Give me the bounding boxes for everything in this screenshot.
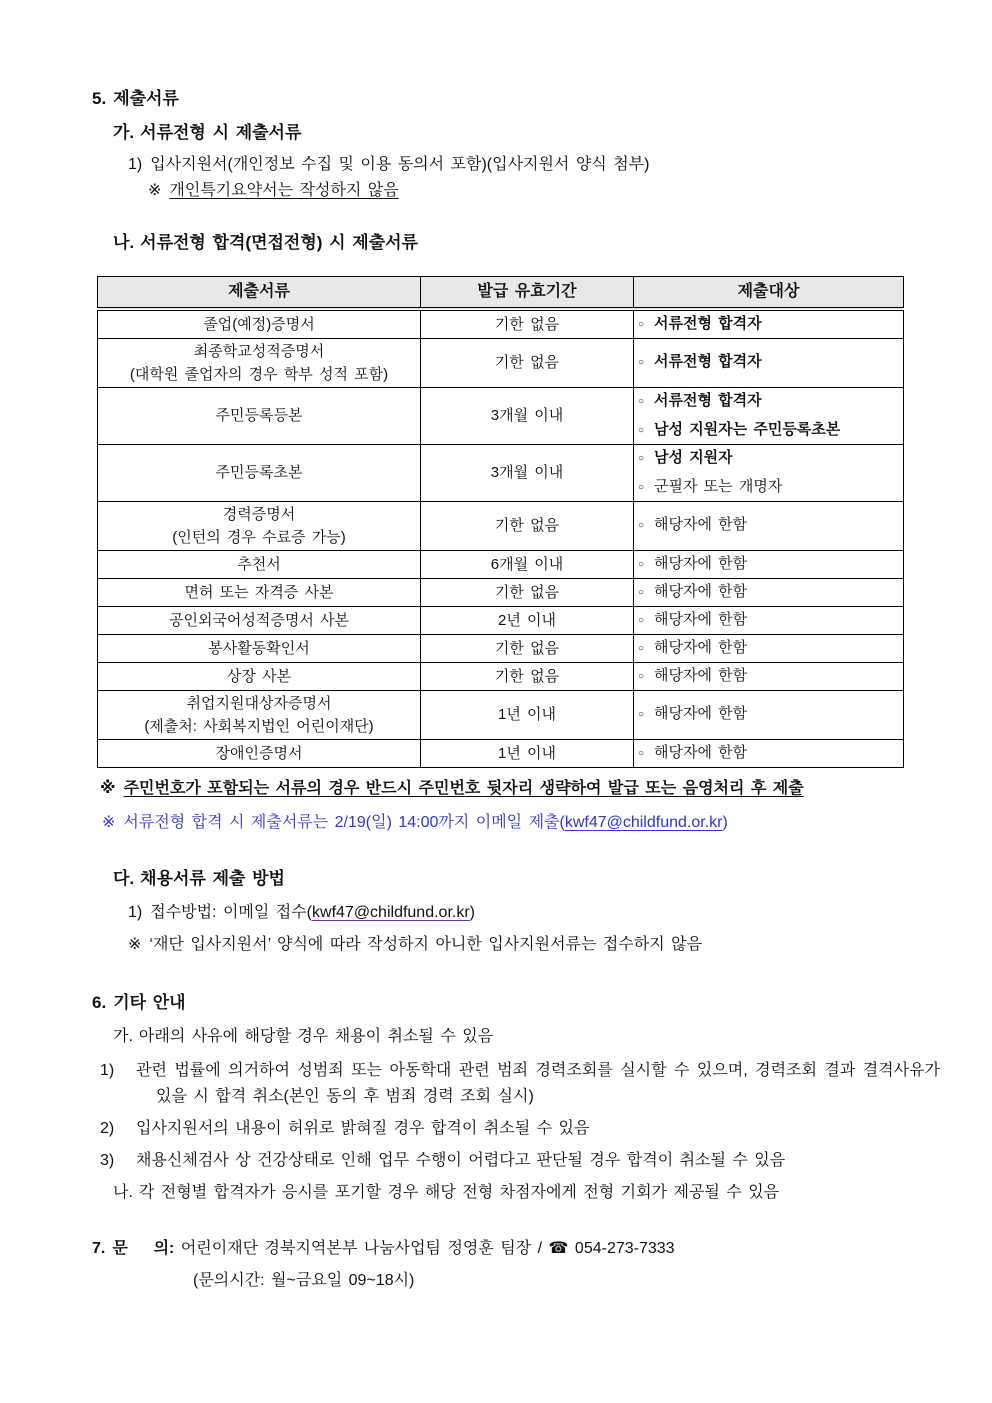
target-cell: [634, 501, 904, 550]
email-link[interactable]: kwf47@childfund.or.kr: [312, 903, 470, 921]
table-row: [98, 578, 904, 606]
target-item: [638, 312, 899, 337]
submit-method-suffix: ): [469, 903, 475, 921]
table-row: [98, 501, 904, 550]
target-cell: [634, 578, 904, 606]
item-number: 1): [128, 903, 143, 921]
resume-item-text: 입사지원서(개인정보 수집 및 이용 동의서 포함)(입사지원서 양식 첨부): [150, 156, 650, 173]
validity-cell: 기한 없음: [421, 309, 634, 339]
target-cell: [634, 338, 904, 387]
s6-ga-label: 가.: [113, 1027, 133, 1045]
target-cell: [634, 690, 904, 739]
target-text: 서류전형 합격자: [654, 314, 762, 332]
submission-table: [97, 276, 904, 768]
s6-item-2: 2) 입사지원서의 내용이 허위로 밝혀질 경우 합격이 취소될 수 있음: [100, 1119, 590, 1137]
contact-phone: 054-273-7333: [574, 1239, 675, 1257]
note-jumin: [100, 776, 940, 802]
table-row: [98, 634, 904, 662]
target-item: [638, 446, 899, 471]
target-cell: [634, 444, 904, 501]
target-text: 해당자에 한함: [654, 610, 748, 628]
document-name-cell: 장애인증명서: [98, 739, 421, 767]
validity-cell: 기한 없음: [421, 578, 634, 606]
validity-cell: 1년 이내: [421, 690, 634, 739]
target-cell: [634, 662, 904, 690]
s6-na-label: 나.: [113, 1183, 133, 1201]
target-item: [638, 580, 899, 605]
contact-label: 문 의: [112, 1239, 170, 1257]
col-header-target: 제출대상: [634, 277, 904, 309]
table-row: [98, 309, 904, 339]
table-row: [98, 739, 904, 767]
target-item: [638, 418, 899, 443]
document-name-cell: 주민등록초본: [98, 444, 421, 501]
circle-bullet-icon: ○: [638, 642, 645, 654]
s6-item-1: 1) 관련 법률에 의거하여 성범죄 또는 아동학대 관련 범죄 경력조회를 실시할 수 있으며, 경력조회 결과 결격사유가 있을 시 합격 취소(본인 동의 후 범죄 경력 조회 실시): [100, 1061, 940, 1105]
circle-bullet-icon: ○: [638, 357, 645, 368]
target-item: [638, 513, 899, 538]
document-name-cell: 경력증명서 (인턴의 경우 수료증 가능): [98, 501, 421, 550]
circle-bullet-icon: ○: [638, 614, 645, 626]
section-6-heading: [92, 990, 940, 1016]
validity-cell: 기한 없음: [421, 634, 634, 662]
circle-bullet-icon: ○: [638, 586, 645, 598]
target-cell: [634, 309, 904, 339]
resume-note-text: 개인특기요약서는 작성하지 않음: [169, 182, 399, 199]
circle-bullet-icon: ○: [638, 709, 645, 720]
submit-method-item: [128, 900, 940, 926]
contact-colon: :: [169, 1239, 175, 1257]
target-item: [638, 552, 899, 577]
target-text: 남성 지원자는 주민등록초본: [654, 420, 841, 438]
section-5-number: 5.: [92, 89, 107, 108]
document-name-cell: 상장 사본: [98, 662, 421, 690]
document-name-cell: 최종학교성적증명서 (대학원 졸업자의 경우 학부 성적 포함): [98, 338, 421, 387]
header-row: [98, 277, 904, 309]
form-note: [128, 932, 940, 958]
document-name-cell: 졸업(예정)증명서: [98, 309, 421, 339]
table-row: [98, 662, 904, 690]
section-5-title: 제출서류: [113, 89, 179, 108]
s6-item-2-text: 입사지원서의 내용이 허위로 밝혀질 경우 합격이 취소될 수 있음: [136, 1119, 590, 1137]
sub-na-title: 서류전형 합격(면접전형) 시 제출서류: [140, 233, 418, 252]
circle-bullet-icon: ○: [638, 318, 645, 330]
validity-cell: 6개월 이내: [421, 550, 634, 578]
target-item: [638, 389, 899, 414]
form-note-text: ‘재단 입사지원서’ 양식에 따라 작성하지 아니한 입사지원서류는 접수하지 않음: [149, 935, 703, 953]
s6-item-3-text: 채용신체검사 상 건강상태로 인해 업무 수행이 어렵다고 판단될 경우 합격이 취소될 수 있음: [136, 1151, 786, 1169]
table-row: [98, 444, 904, 501]
section-7-number: 7.: [92, 1239, 106, 1257]
table-row: [98, 606, 904, 634]
s6-ga-line: [113, 1024, 940, 1050]
validity-cell: 2년 이내: [421, 606, 634, 634]
validity-cell: 3개월 이내: [421, 387, 634, 444]
validity-cell: 기한 없음: [421, 501, 634, 550]
circle-bullet-icon: ○: [638, 747, 645, 759]
col-header-validity: 발급 유효기간: [421, 277, 634, 309]
target-text: 해당자에 한함: [654, 516, 748, 533]
target-text: 군필자 또는 개명자: [654, 477, 783, 495]
document-name-cell: 주민등록등본: [98, 387, 421, 444]
target-item: [638, 475, 899, 500]
note-deadline-suffix: ): [722, 813, 728, 831]
section-5-heading: [92, 86, 940, 112]
contact-hours: [193, 1268, 940, 1294]
table-row: [98, 338, 904, 387]
circle-bullet-icon: ○: [638, 452, 645, 464]
target-text: 해당자에 한함: [654, 743, 748, 761]
sub-da-label: 다.: [113, 868, 135, 888]
target-cell: [634, 739, 904, 767]
sub-ga-label: 가.: [113, 123, 135, 142]
contact-text: 어린이재단 경북지역본부 나눔사업팀 정영훈 팀장 /: [180, 1239, 543, 1257]
target-item: [638, 350, 899, 375]
email-link[interactable]: kwf47@childfund.or.kr: [564, 813, 723, 831]
section-7-contact: [92, 1236, 940, 1262]
s6-na-line: [113, 1180, 940, 1206]
target-text: 해당자에 한함: [654, 705, 748, 722]
circle-bullet-icon: ○: [638, 424, 645, 436]
table-row: [98, 550, 904, 578]
document-name-cell: 추천서: [98, 550, 421, 578]
target-cell: [634, 634, 904, 662]
sub-heading-na: [113, 230, 940, 256]
document-name-cell: 면허 또는 자격증 사본: [98, 578, 421, 606]
circle-bullet-icon: ○: [638, 520, 645, 531]
note-email-deadline: [102, 810, 940, 836]
resume-item: [128, 152, 940, 178]
document-name-cell: 공인외국어성적증명서 사본: [98, 606, 421, 634]
sub-da-title: 채용서류 제출 방법: [140, 868, 285, 888]
validity-cell: 1년 이내: [421, 739, 634, 767]
resume-note: [148, 178, 940, 204]
reference-mark: ※: [148, 182, 162, 199]
target-text: 남성 지원자: [654, 448, 733, 466]
submission-table-body: [98, 309, 904, 768]
target-text: 해당자에 한함: [654, 638, 748, 656]
circle-bullet-icon: ○: [638, 558, 645, 570]
col-header-document: 제출서류: [98, 277, 421, 309]
item-number: 1): [128, 156, 143, 173]
sub-na-label: 나.: [113, 233, 135, 252]
target-item: [638, 636, 899, 661]
target-item: [638, 608, 899, 633]
phone-icon: ☎: [548, 1239, 569, 1257]
target-item: [638, 702, 899, 727]
target-text: 서류전형 합격자: [654, 391, 762, 409]
s6-ga-text: 아래의 사유에 해당할 경우 채용이 취소될 수 있음: [138, 1027, 494, 1045]
target-item: [638, 741, 899, 766]
target-cell: [634, 606, 904, 634]
validity-cell: 기한 없음: [421, 338, 634, 387]
document-name-cell: 취업지원대상자증명서 (제출처: 사회복지법인 어린이재단): [98, 690, 421, 739]
section-6-number: 6.: [92, 992, 107, 1012]
circle-bullet-icon: ○: [638, 481, 645, 493]
sub-heading-da: [113, 866, 940, 892]
circle-bullet-icon: ○: [638, 670, 645, 682]
target-cell: [634, 550, 904, 578]
section-6-title: 기타 안내: [113, 992, 186, 1012]
sub-ga-title: 서류전형 시 제출서류: [140, 123, 302, 142]
target-text: 서류전형 합격자: [654, 353, 762, 370]
submission-table-header: [98, 277, 904, 309]
target-cell: [634, 387, 904, 444]
target-text: 해당자에 한함: [654, 582, 748, 600]
reference-mark: ※: [102, 813, 116, 831]
note-jumin-text: 주민번호가 포함되는 서류의 경우 반드시 주민번호 뒷자리 생략하여 발급 또는 음영처리 후 제출: [123, 779, 804, 797]
note-deadline-text: 서류전형 합격 시 제출서류는 2/19(일) 14:00까지 이메일 제출(: [123, 813, 565, 831]
s6-item-1-text: 관련 법률에 의거하여 성범죄 또는 아동학대 관련 범죄 경력조회를 실시할 수 있으며, 경력조회 결과 결격사유가 있을 시 합격 취소(본인 동의 후 범죄 경력 조회 실시): [136, 1061, 940, 1105]
contact-hours-text: (문의시간: 월~금요일 09~18시): [193, 1271, 415, 1289]
s6-item-3: 3) 채용신체검사 상 건강상태로 인해 업무 수행이 어렵다고 판단될 경우 합격이 취소될 수 있음: [100, 1151, 786, 1169]
validity-cell: 기한 없음: [421, 662, 634, 690]
reference-mark: ※: [100, 779, 116, 797]
submit-method-text: 접수방법: 이메일 접수(: [150, 903, 313, 921]
target-item: [638, 664, 899, 689]
document-name-cell: 봉사활동확인서: [98, 634, 421, 662]
circle-bullet-icon: ○: [638, 395, 645, 407]
reference-mark: ※: [128, 935, 142, 953]
table-row: [98, 387, 904, 444]
sub-heading-ga: [113, 120, 940, 146]
s6-na-text: 각 전형별 합격자가 응시를 포기할 경우 해당 전형 차점자에게 전형 기회가 제공될 수 있음: [138, 1183, 780, 1201]
target-text: 해당자에 한함: [654, 666, 748, 684]
target-text: 해당자에 한함: [654, 554, 748, 572]
table-row: [98, 690, 904, 739]
validity-cell: 3개월 이내: [421, 444, 634, 501]
